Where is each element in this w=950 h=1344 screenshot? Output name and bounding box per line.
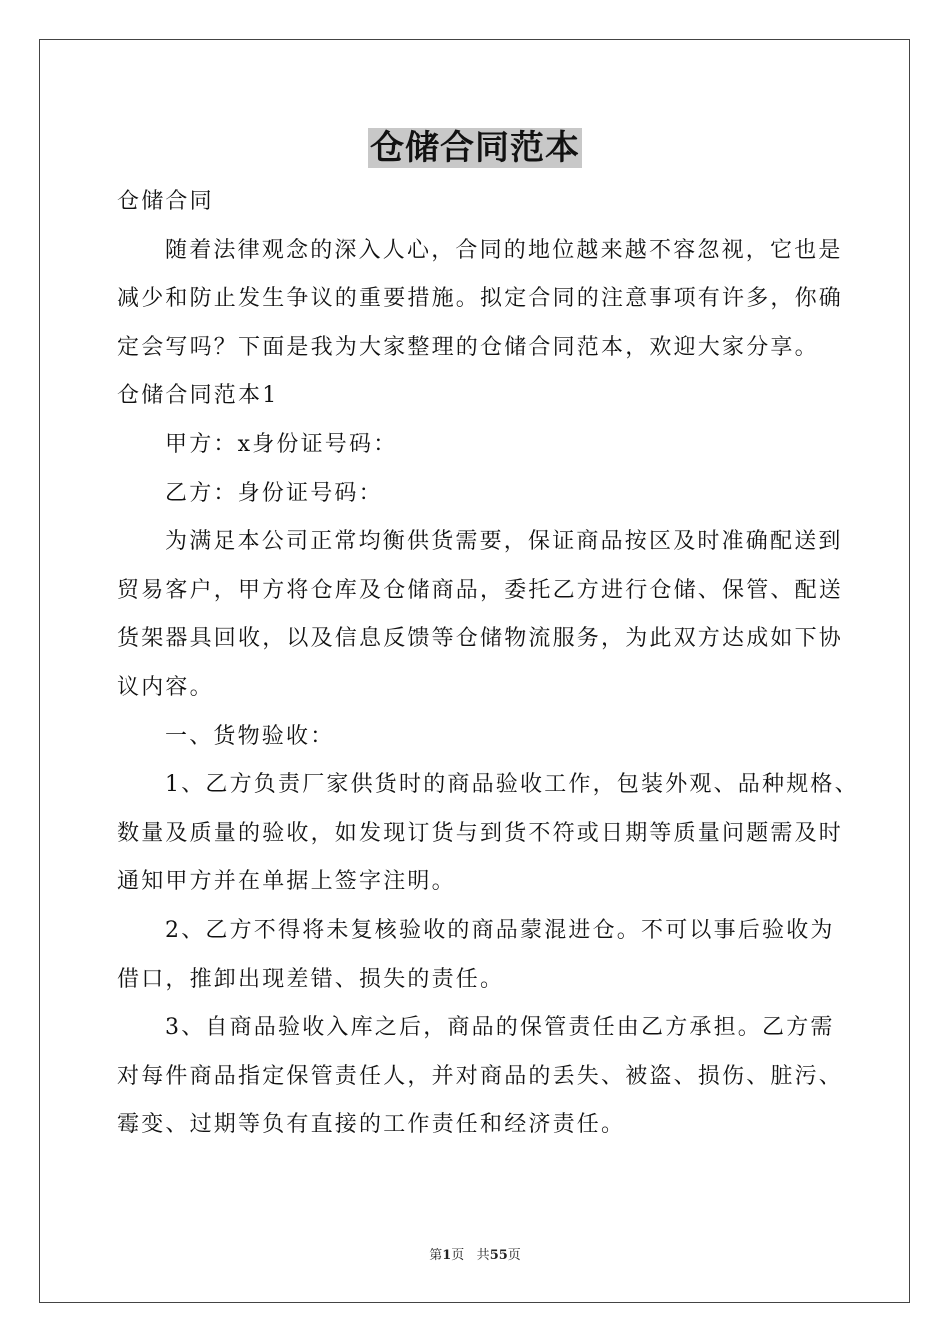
paragraph-line: 一、货物验收： xyxy=(165,723,335,749)
paragraph-line: 借口，推卸出现差错、损失的责任。 xyxy=(117,966,505,992)
total-suffix: 页 xyxy=(507,1248,521,1263)
paragraph-line: 通知甲方并在单据上签字注明。 xyxy=(117,869,456,895)
page-footer xyxy=(0,1246,950,1266)
paragraph-line: 贸易客户，甲方将仓库及仓储商品，委托乙方进行仓储、保管、配送 xyxy=(117,577,844,603)
paragraph-line: 减少和防止发生争议的重要措施。拟定合同的注意事项有许多，你确 xyxy=(117,286,844,312)
paragraph-line: 2、乙方不得将未复核验收的商品蒙混进仓。不可以事后验收为 xyxy=(165,917,835,943)
paragraph-line: 货架器具回收，以及信息反馈等仓储物流服务，为此双方达成如下协 xyxy=(117,626,844,652)
total-pages-number: 55 xyxy=(489,1248,508,1263)
document-title-text: 仓储合同范本 xyxy=(370,128,580,168)
paragraph-line: 霉变、过期等负有直接的工作责任和经济责任。 xyxy=(117,1112,626,1138)
total-prefix: 共 xyxy=(476,1248,490,1263)
paragraph-line: 定会写吗？下面是我为大家整理的仓储合同范本，欢迎大家分享。 xyxy=(117,334,819,360)
paragraph-line: 1、乙方负责厂家供货时的商品验收工作，包装外观、品种规格、 xyxy=(165,772,859,798)
current-page-number: 1 xyxy=(442,1248,452,1263)
paragraph-line: 随着法律观念的深入人心，合同的地位越来越不容忽视，它也是 xyxy=(165,237,843,263)
paragraph-line: 为满足本公司正常均衡供货需要，保证商品按区及时准确配送到 xyxy=(165,529,843,555)
paragraph-line: 乙方：身份证号码： xyxy=(165,480,383,506)
paragraph-line: 数量及质量的验收，如发现订货与到货不符或日期等质量问题需及时 xyxy=(117,820,844,846)
paragraph-line: 3、自商品验收入库之后，商品的保管责任由乙方承担。乙方需 xyxy=(165,1015,835,1041)
paragraph-line: 仓储合同范本1 xyxy=(117,383,279,409)
paragraph-line: 对每件商品指定保管责任人，并对商品的丢失、被盗、损伤、脏污、 xyxy=(117,1063,844,1089)
document-body xyxy=(117,178,857,1150)
paragraph-line: 议内容。 xyxy=(117,674,214,700)
page-suffix: 页 xyxy=(451,1248,465,1263)
page-prefix: 第 xyxy=(429,1248,443,1263)
document-title xyxy=(0,126,950,170)
paragraph-line: 仓储合同 xyxy=(117,189,214,214)
paragraph-line: 甲方：x身份证号码： xyxy=(165,431,398,457)
